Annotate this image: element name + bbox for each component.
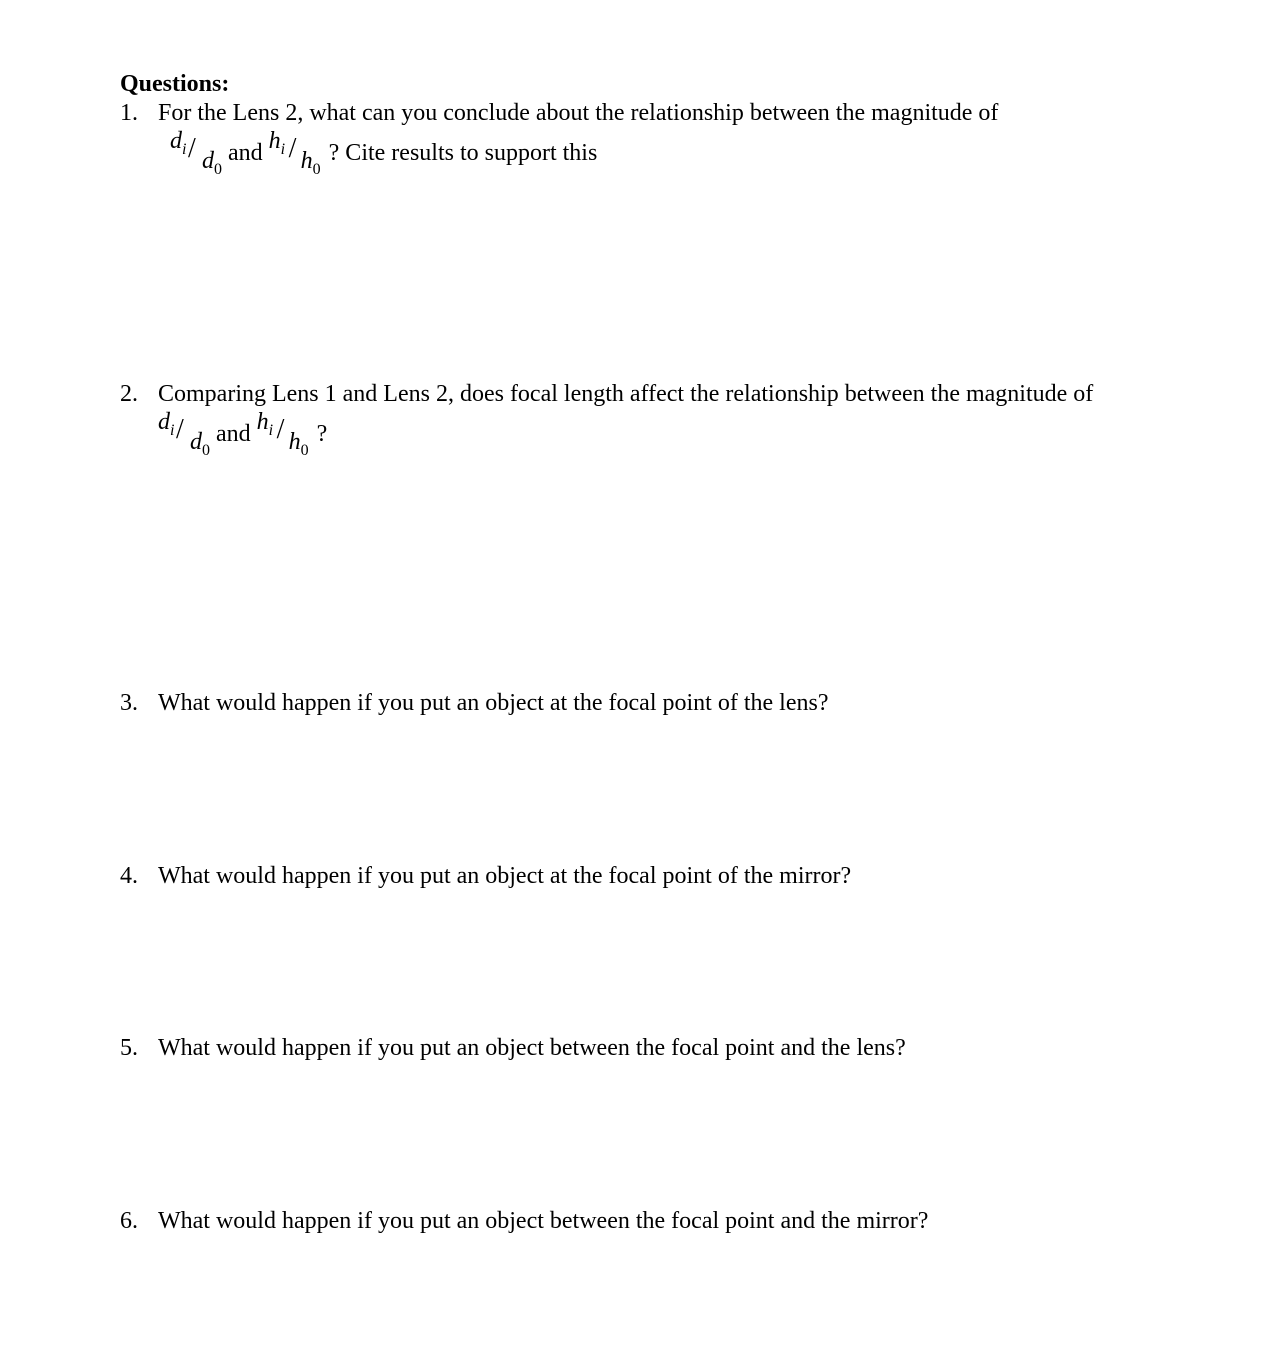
- question-6: [120, 1207, 928, 1235]
- q1-f1-den-sub: 0: [214, 161, 222, 178]
- question-1-text: For the Lens 2, what can you conclude about the relationship between the magnitude of: [158, 100, 999, 126]
- question-2-formula: [158, 409, 328, 459]
- question-5-text: What would happen if you put an object between the focal point and the lens?: [158, 1035, 906, 1061]
- q2-f2-den-sub: 0: [300, 442, 309, 459]
- question-4: [120, 862, 851, 890]
- question-3: [120, 689, 828, 717]
- question-2-fraction-h: $h_i$ / $h_0$: [256, 409, 309, 459]
- question-2: [120, 380, 1093, 408]
- q2-f2-num-sub: i: [268, 421, 274, 439]
- q1-f2-den: h: [300, 148, 313, 174]
- q1-f2-den-sub: 0: [312, 161, 321, 178]
- question-2-fraction-d: $d_i$ / $d_0$: [158, 409, 210, 459]
- question-2-tail: ?: [316, 421, 328, 447]
- question-6-number: 6.: [120, 1208, 138, 1234]
- q1-f1-den: d: [202, 148, 214, 174]
- q1-f2-num: h: [268, 128, 281, 154]
- question-1-formula: [170, 128, 598, 178]
- question-3-number: 3.: [120, 690, 138, 716]
- q2-f1-den-sub: 0: [202, 442, 210, 459]
- q1-f1-num: d: [170, 128, 182, 154]
- q1-f2-num-sub: i: [280, 140, 286, 158]
- question-1-fraction-h: $h_i$ / $h_0$: [268, 128, 321, 178]
- q2-f1-num-sub: i: [170, 421, 175, 439]
- question-1-tail: ? Cite results to support this: [328, 140, 598, 166]
- question-4-number: 4.: [120, 863, 138, 889]
- q2-f2-num: h: [256, 409, 269, 435]
- question-5-number: 5.: [120, 1035, 138, 1061]
- q2-f2-den: h: [288, 429, 301, 455]
- page-heading: Questions:: [120, 71, 230, 97]
- question-6-text: What would happen if you put an object between the focal point and the mirror?: [158, 1208, 929, 1234]
- question-1-connector: and: [228, 140, 263, 166]
- question-3-text: What would happen if you put an object at the focal point of the lens?: [158, 690, 829, 716]
- question-2-text: Comparing Lens 1 and Lens 2, does focal length affect the relationship between the magnitude of: [158, 381, 1094, 407]
- q2-f1-num: d: [158, 409, 170, 435]
- question-1: [120, 99, 998, 127]
- q1-f1-num-sub: i: [182, 140, 187, 158]
- question-2-number: 2.: [120, 381, 138, 407]
- question-4-text: What would happen if you put an object at the focal point of the mirror?: [158, 863, 852, 889]
- question-1-fraction-d: $d_i$ / $d_0$: [170, 128, 222, 178]
- question-2-connector: and: [216, 421, 251, 447]
- q2-f1-den: d: [190, 429, 202, 455]
- question-5: [120, 1034, 906, 1062]
- question-1-number: 1.: [120, 100, 138, 126]
